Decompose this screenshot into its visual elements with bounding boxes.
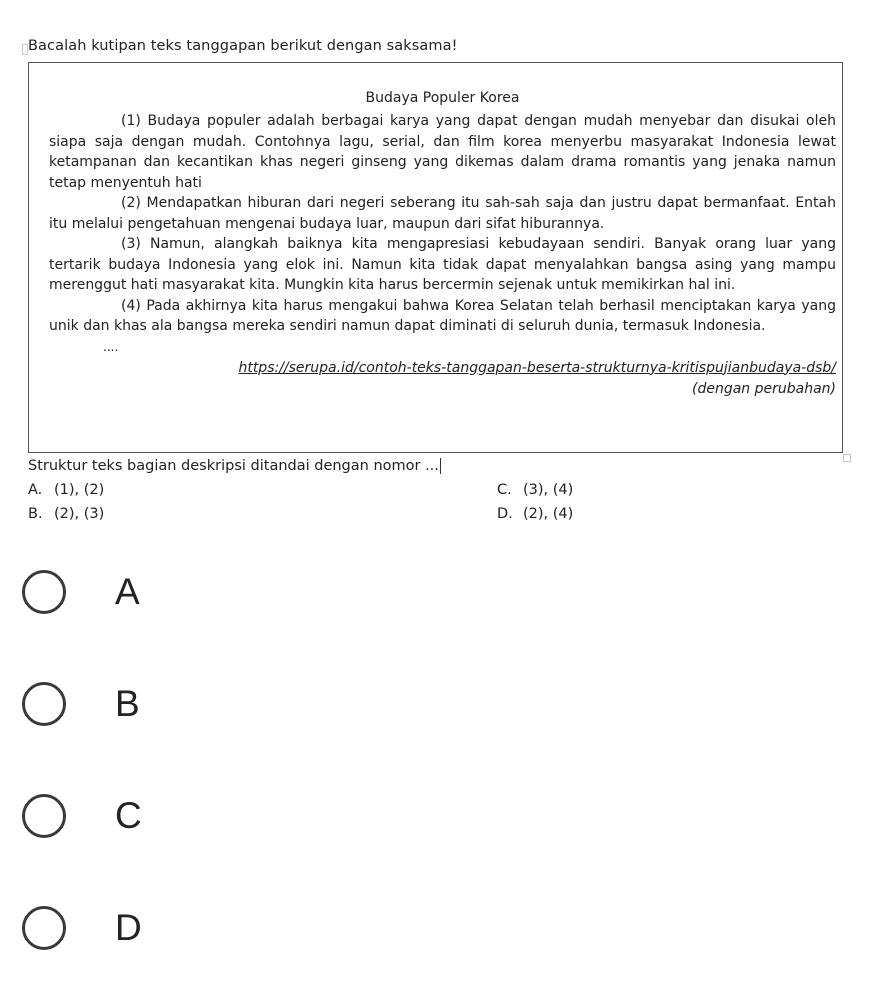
radio-button-d[interactable] — [22, 906, 66, 950]
choice-c — [497, 482, 573, 498]
question-prompt — [28, 458, 441, 474]
choice-b — [28, 506, 104, 522]
radio-button-a[interactable] — [22, 570, 66, 614]
answer-option-label: D — [115, 907, 142, 948]
choice-text: (2), (4) — [523, 506, 574, 522]
choice-d — [497, 506, 573, 522]
passage-box — [28, 62, 843, 453]
radio-button-b[interactable] — [22, 682, 66, 726]
answer-option-label: A — [115, 571, 140, 612]
choice-text: (1), (2) — [54, 482, 105, 498]
passage-ellipsis: .... — [103, 339, 119, 354]
question-prompt-text: Struktur teks bagian deskripsi ditandai dengan nomor ... — [28, 458, 439, 474]
source-note: (dengan perubahan) — [691, 380, 836, 397]
source-link: https://serupa.id/contoh-teks-tanggapan-beserta-strukturnya-kritispujianbudaya-dsb/ — [238, 359, 836, 376]
choice-letter: D. — [497, 506, 513, 522]
answer-option-c[interactable] — [22, 786, 322, 846]
choice-a — [28, 482, 104, 498]
choice-letter: A. — [28, 482, 43, 498]
choice-text: (3), (4) — [523, 482, 574, 498]
answer-option-b[interactable] — [22, 674, 322, 734]
passage-content — [49, 88, 836, 399]
choice-letter: C. — [497, 482, 512, 498]
answer-option-a[interactable] — [22, 562, 322, 622]
passage-paragraph-3: (3) Namun, alangkah baiknya kita mengapresiasi kebudayaan sendiri. Banyak orang luar yang tertarik budaya Indonesia yang elok ini. Namun kita tidak dapat menyalahkan bangsa asing yang mampu merenggut hati masyarakat kita. Mungkin kita harus bercermin sejenak untuk memikirkan hal ini. — [49, 236, 836, 293]
passage-title: Budaya Populer Korea — [365, 90, 520, 106]
radio-button-c[interactable] — [22, 794, 66, 838]
question-instruction: Bacalah kutipan teks tanggapan berikut dengan saksama! — [28, 38, 458, 54]
answer-option-d[interactable] — [22, 898, 322, 958]
choice-text: (2), (3) — [54, 506, 105, 522]
passage-paragraph-4: (4) Pada akhirnya kita harus mengakui bahwa Korea Selatan telah berhasil menciptakan karya yang unik dan khas ala bangsa mereka sendiri namun dapat diminati di seluruh dunia, termasuk Indonesia. — [49, 297, 836, 334]
answer-option-label: C — [115, 795, 142, 836]
text-cursor — [440, 458, 441, 474]
passage-paragraph-1: (1) Budaya populer adalah berbagai karya yang dapat dengan mudah menyebar dan disukai oleh siapa saja dengan mudah. Contohnya lagu, serial, dan film korea menyerbu masyarakat Indonesia lewat ketampanan dan kecantikan khas negeri ginseng yang dikemas dalam drama romantis yang jenaka namun tetap menyentuh hati — [49, 113, 836, 191]
choice-letter: B. — [28, 506, 43, 522]
answer-option-label: B — [115, 683, 140, 724]
box-resize-marker — [843, 454, 851, 462]
passage-paragraph-2: (2) Mendapatkan hiburan dari negeri seberang itu sah-sah saja dan justru dapat bermanfaat. Entah itu melalui pengetahuan mengenai budaya luar, maupun dari sifat hiburannya. — [49, 195, 836, 232]
